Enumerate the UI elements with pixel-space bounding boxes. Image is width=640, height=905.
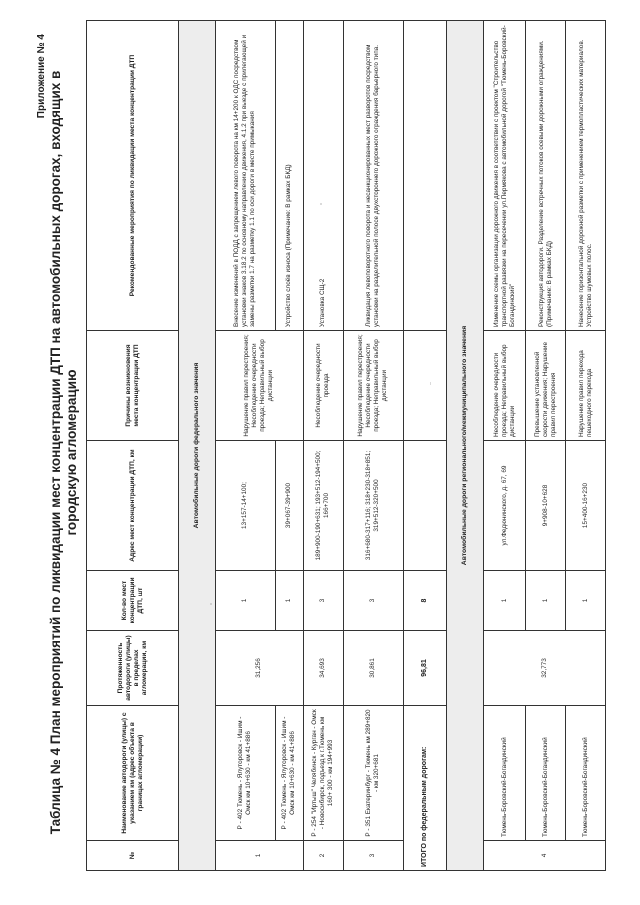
cell-causes: Несоблюдение очередности проезда; Неправильный выбор дистанции [484, 331, 526, 441]
cell-length: 30,861 [343, 631, 403, 706]
cell-count: 3 [343, 571, 403, 631]
cell-count: 3 [303, 571, 343, 631]
cell-count: 1 [566, 571, 606, 631]
cell-measures: Нанесение горизонтальной дорожной разметки с применением термопластических материалов. Устройство шумовых полос. [566, 21, 606, 331]
cell-address: 13+157-14+100; [215, 441, 275, 571]
table-header-row [87, 21, 179, 871]
cell-address: ул.Федюнинского, д. 67, 69 [484, 441, 526, 571]
cell-road: Тюмень-Боровский-Богандинский [566, 706, 606, 841]
header-length: Протяженность автодороги (улицы) в пределах агломерации, км [87, 631, 179, 706]
total-count: 8 [403, 571, 446, 631]
cell-causes: Нарушение правил перестроения; Несоблюдение очередности проезда; Неправильный выбор дистанции [343, 331, 403, 441]
cell-causes: Превышение установленной скорости движения; Нарушение правил перестроения [526, 331, 566, 441]
section-federal-row [179, 21, 216, 871]
cell-no: 4 [484, 841, 606, 871]
scan-noise [320, 203, 322, 205]
section-regional-label: Автомобильные дороги регионального/межмуниципального значения [447, 21, 484, 871]
measures-table [86, 20, 606, 871]
header-address: Адрес мест концентрации ДТП, км [87, 441, 179, 571]
table-row [275, 21, 303, 871]
table-row [215, 21, 275, 871]
cell-road: Р - 402 Тюмень - Ялуторовск - Ишим - Омск км 10+630 - км 41+886 [215, 706, 275, 841]
header-no: № [87, 841, 179, 871]
section-federal-label: Автомобильные дороги федерального значения [179, 21, 216, 871]
cell-address: 316+680-317+116; 318+230-318+851; 319+512-320+500 [343, 441, 403, 571]
cell-causes: Нарушение правил перехода пешеходного перехода [566, 331, 606, 441]
cell-measures: Изменение схемы организации дорожного движения в соответствии с проектом "Строительство транспортной развязки на пересечении ул.Пермякова с автомобильной дорогой "Тюмень-Боровский-Богандинский" [484, 21, 526, 331]
cell-measures: Ликвидация левоповоротного поворота и несанкционированных мест разворотов посредством установки на разделительной полосе двухстороннего дорожного ограждения барьерного типа. [343, 21, 403, 331]
cell-address: 9+908-10+628 [526, 441, 566, 571]
table-row [484, 21, 526, 871]
cell-length: 32,773 [484, 631, 606, 706]
cell-road: Р - 254 "Иртыш" Челябинск - Курган - Омск - Новосибирск, подъезд к г.Тюмень км 160+ 300 - км 194+993 [303, 706, 343, 841]
cell-road: Р - 402 Тюмень - Ялуторовск - Ишим - Омск км 10+630 - км 41+886 [275, 706, 303, 841]
cell-no: 2 [303, 841, 343, 871]
cell-count: 1 [275, 571, 303, 631]
table-row [526, 21, 566, 871]
total-length: 96,81 [403, 631, 446, 706]
header-measures: Рекомендованные мероприятия по ликвидации места концентрации ДТП [87, 21, 179, 331]
table-row [303, 21, 343, 871]
cell-address: 39+067-39+900 [275, 441, 303, 571]
cell-causes: Несоблюдение очередности проезда [303, 331, 343, 441]
cell-measures: Установка СЩ-2 [303, 21, 343, 331]
header-count: Кол-во мест концентрации ДТП, шт [87, 571, 179, 631]
cell-count: 1 [484, 571, 526, 631]
cell-length: 34,693 [303, 631, 343, 706]
cell-no: 3 [343, 841, 403, 871]
table-row [343, 21, 403, 871]
header-causes: Причины возникновения места концентрации ДТП [87, 331, 179, 441]
header-road: Наименование автодороги (улицы) с указанием км (адрес объекта в границах агломерации) [87, 706, 179, 841]
federal-total-row [403, 21, 446, 871]
cell-address: 15+400-16+230 [566, 441, 606, 571]
appendix-label: Приложение № 4 [36, 34, 47, 119]
cell-address: 189+900-190+631; 193+512-194+500; 166+700 [303, 441, 343, 571]
table-row [566, 21, 606, 871]
cell-no: 1 [215, 841, 303, 871]
cell-causes: Нарушение правил перестроения; Несоблюдение очередности проезда; Неправильный выбор дистанции [215, 331, 303, 441]
cell-count: 1 [215, 571, 275, 631]
cell-length: 31,256 [215, 631, 303, 706]
cell-measures: Внесение изменений в ПОДД с запрещением левого поворота на км 14+200 к ОДС посредством установки знаков 3.18.2 по основному направлению движения, 4.1.2 при выезде с прилегающей и замены разметки 1.7 на разметку 1.1 по оси дороги в месте примыкания [215, 21, 275, 331]
cell-count: 1 [526, 571, 566, 631]
scan-noise [430, 382, 431, 385]
cell-road: Тюмень-Боровский-Богандинский [484, 706, 526, 841]
cell-road: Р - 351 Екатеринбург - Тюмень км 289+820 - км 320+681 [343, 706, 403, 841]
section-regional-row [447, 21, 484, 871]
total-label: ИТОГО по федеральным дорогам: [403, 706, 446, 871]
cell-measures: Устройство слоёв износа (Примечание: В рамках БКД) [275, 21, 303, 331]
cell-road: Тюмень-Боровский-Богандинский [526, 706, 566, 841]
cell-measures: Реконструкция автодороги. Разделение встречных потоков осевыми дорожными ограждениями. (Примечание: В рамках БКД) [526, 21, 566, 331]
table-title: Таблица № 4 План мероприятий по ликвидации мест концентрации ДТП на автомобильных дорогах, входящих в городскую агломерацию [48, 70, 79, 835]
scan-noise [210, 603, 212, 605]
